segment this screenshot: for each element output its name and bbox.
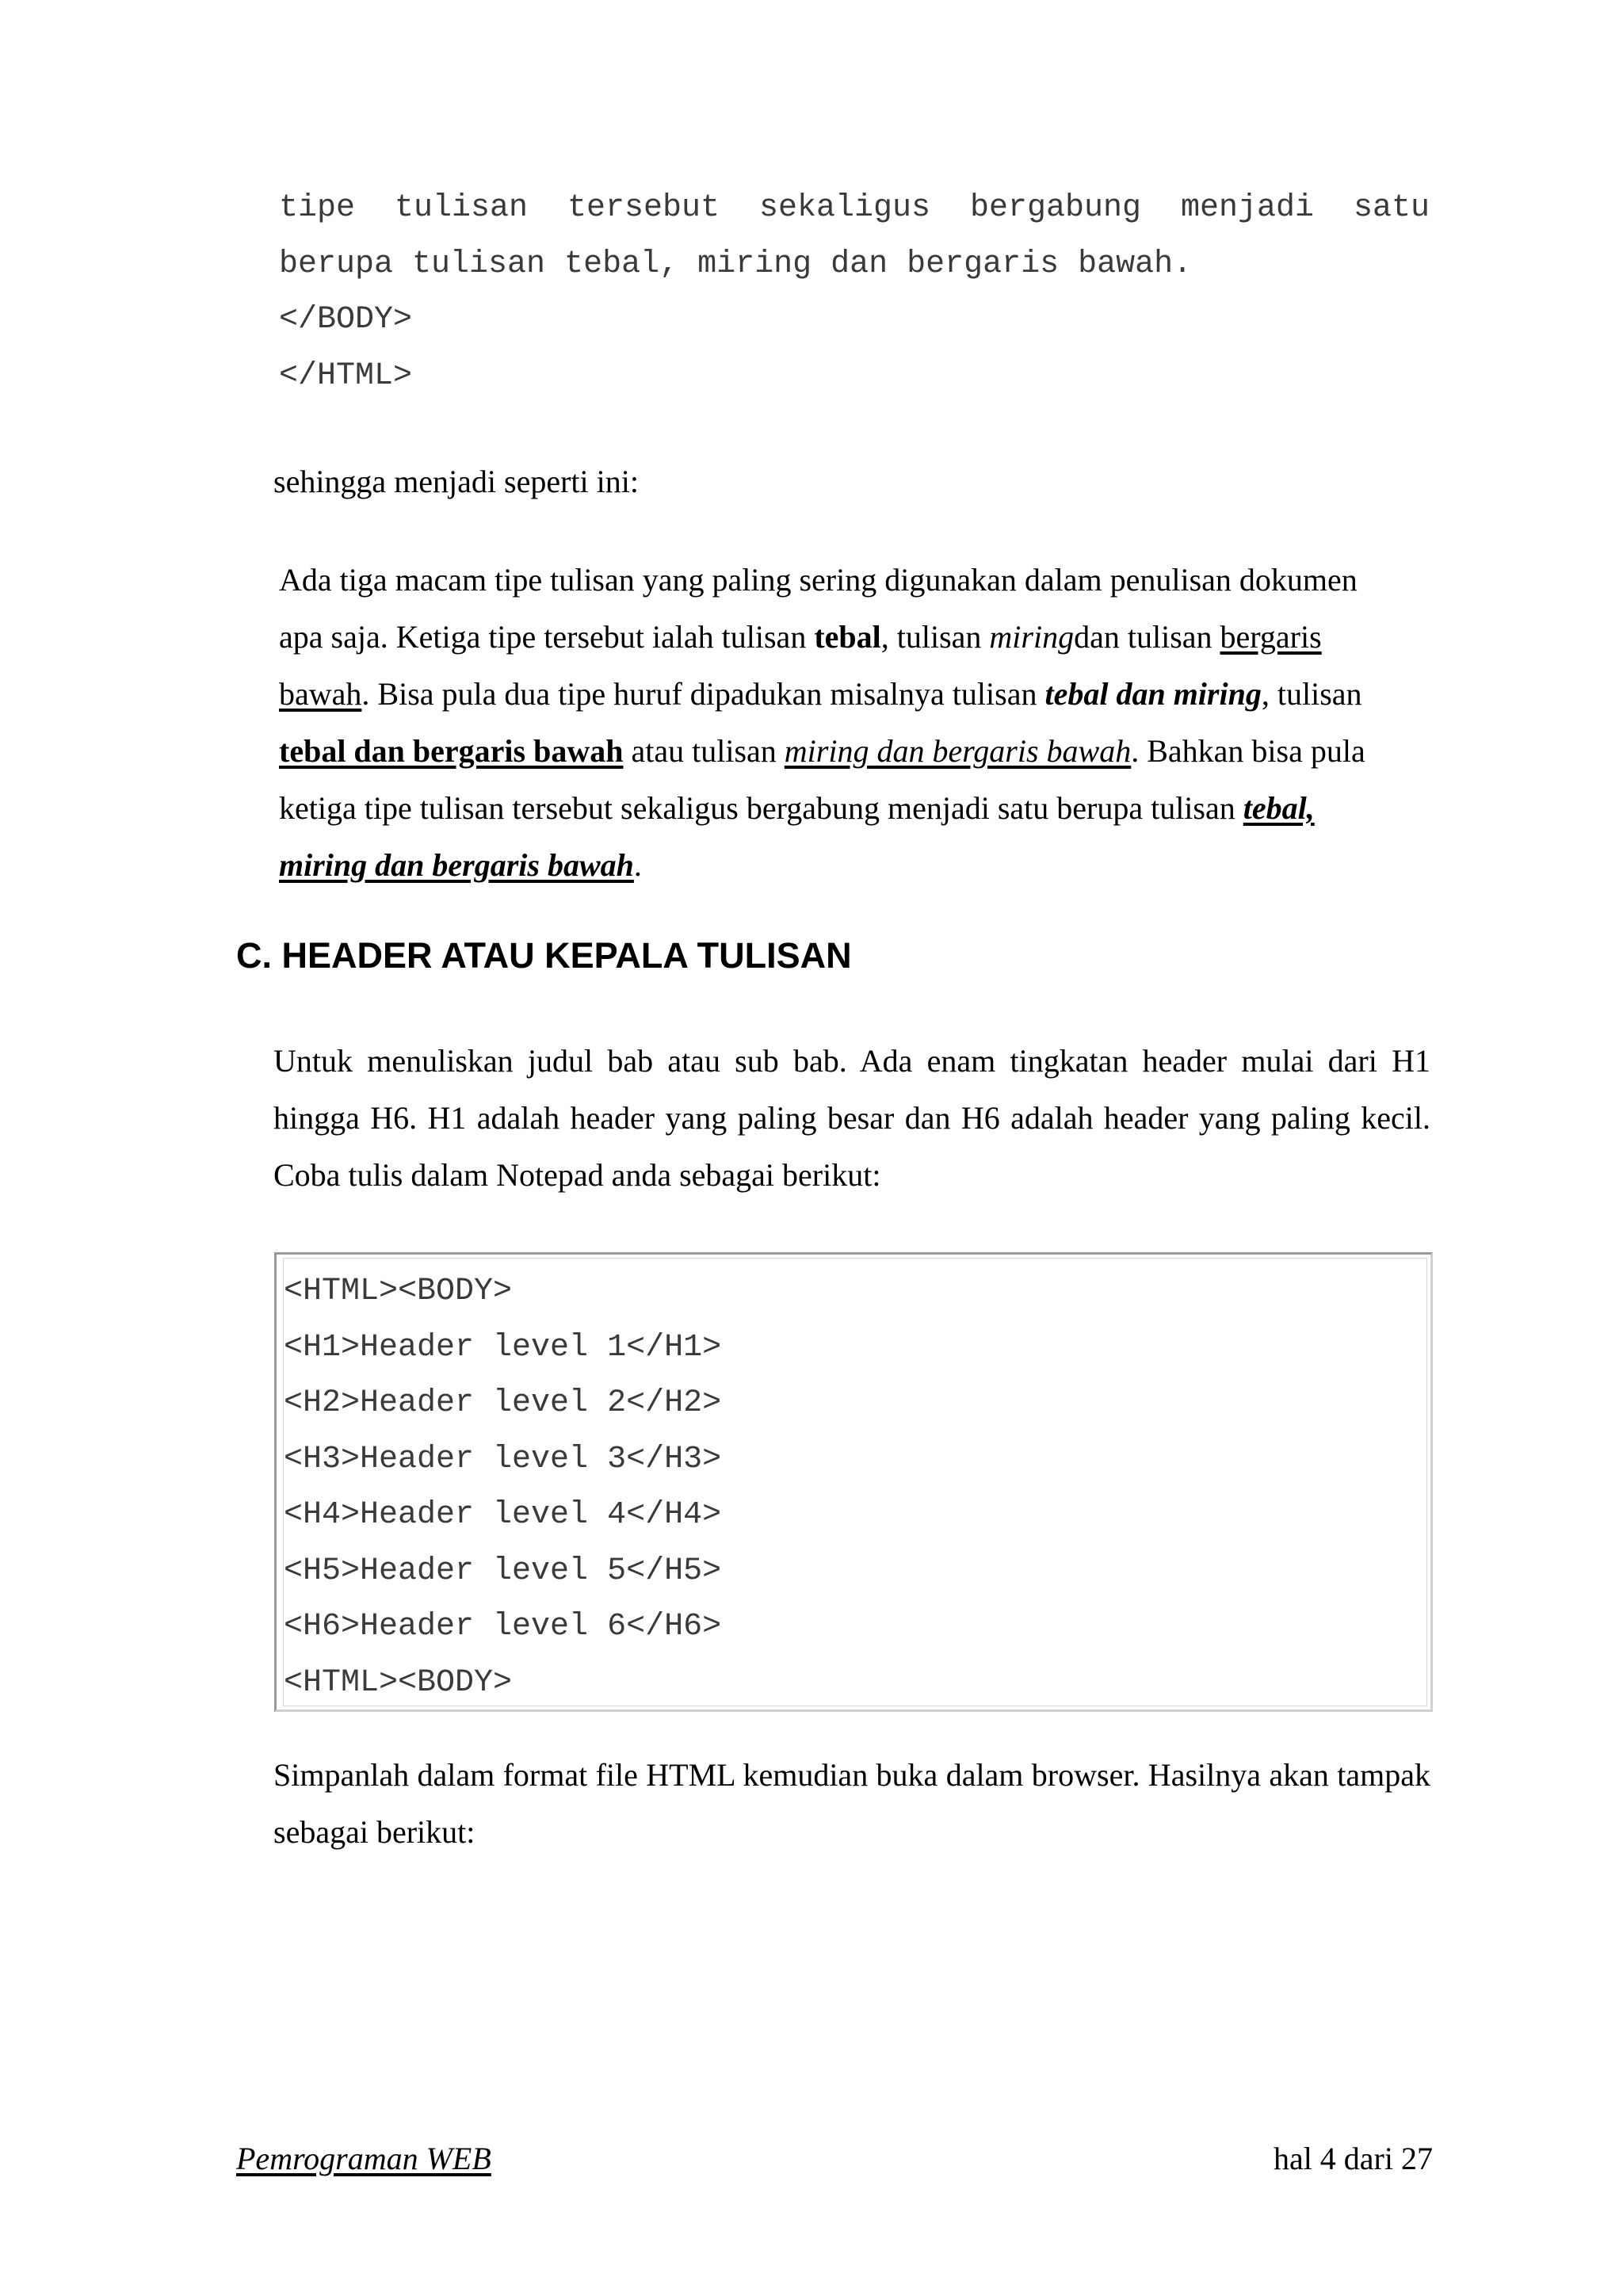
example-text: , tulisan: [1261, 676, 1362, 712]
example-text: , tulisan: [880, 619, 990, 655]
code-line: <HTML><BODY>: [284, 1274, 513, 1309]
example-text: atau tulisan: [623, 733, 785, 769]
bold-sample: tebal: [814, 619, 881, 655]
bold-italic-sample: tebal dan miring: [1044, 676, 1262, 712]
code-line: </HTML>: [279, 357, 413, 394]
code-line: <H1>Header level 1</H1>: [284, 1329, 722, 1366]
code-listing-box: [274, 1252, 1433, 1712]
code-line: <H2>Header level 2</H2>: [284, 1385, 722, 1421]
footer-page-number: hal 4 dari 27: [1273, 2141, 1433, 2176]
code-line: berupa tulisan tebal, miring dan bergaris bawah.: [279, 246, 1193, 282]
italic-sample: miring: [989, 619, 1075, 655]
code-continuation: [279, 181, 1430, 404]
code-line: tipe tulisan tersebut sekaligus bergabung menjadi satu: [279, 190, 1430, 226]
underline-sample: bergaris bawah: [279, 619, 1322, 712]
code-listing: [284, 1264, 721, 1711]
save-instructions-paragraph: Simpanlah dalam format file HTML kemudian buka dalam browser. Hasilnya akan tampak sebagai berikut:: [273, 1757, 1430, 1850]
code-line: <HTML><BODY>: [284, 1664, 513, 1701]
header-intro-paragraph: Untuk menuliskan judul bab atau sub bab. Ada enam tingkatan header mulai dari H1 hingga H6. H1 adalah header yang paling besar dan H6 adalah header yang paling kecil. Coba tulis dalam Notepad anda sebagai berikut:: [273, 1043, 1430, 1193]
intro-paragraph: sehingga menjadi seperti ini:: [273, 464, 639, 499]
section-heading: C. HEADER ATAU KEPALA TULISAN: [236, 935, 852, 976]
bold-underline-sample: tebal dan bergaris bawah: [279, 733, 624, 769]
code-line: <H4>Header level 4</H4>: [284, 1497, 722, 1533]
bold-italic-underline-sample: tebal, miring dan bergaris bawah: [279, 790, 1315, 883]
example-text: Ada tiga macam tipe tulisan yang paling sering digunakan dalam penulisan dokumen apa saja. Ketiga tipe tersebut ialah tulisan: [279, 562, 1358, 655]
code-line: <H5>Header level 5</H5>: [284, 1553, 722, 1589]
code-line: <H6>Header level 6</H6>: [284, 1609, 722, 1645]
rendered-example-paragraph: [279, 552, 1404, 894]
example-text: dan tulisan: [1074, 619, 1220, 655]
italic-underline-sample: miring dan bergaris bawah: [784, 733, 1132, 769]
example-text: . Bisa pula dua tipe huruf dipadukan misalnya tulisan: [361, 676, 1045, 712]
code-line: </BODY>: [279, 302, 413, 338]
footer-course-title: Pemrograman WEB: [236, 2141, 491, 2176]
example-text: . Bahkan bisa pula ketiga tipe tulisan tersebut sekaligus bergabung menjadi satu berupa tulisan: [279, 733, 1365, 826]
code-line: <H3>Header level 3</H3>: [284, 1441, 722, 1477]
example-text: .: [633, 847, 642, 883]
